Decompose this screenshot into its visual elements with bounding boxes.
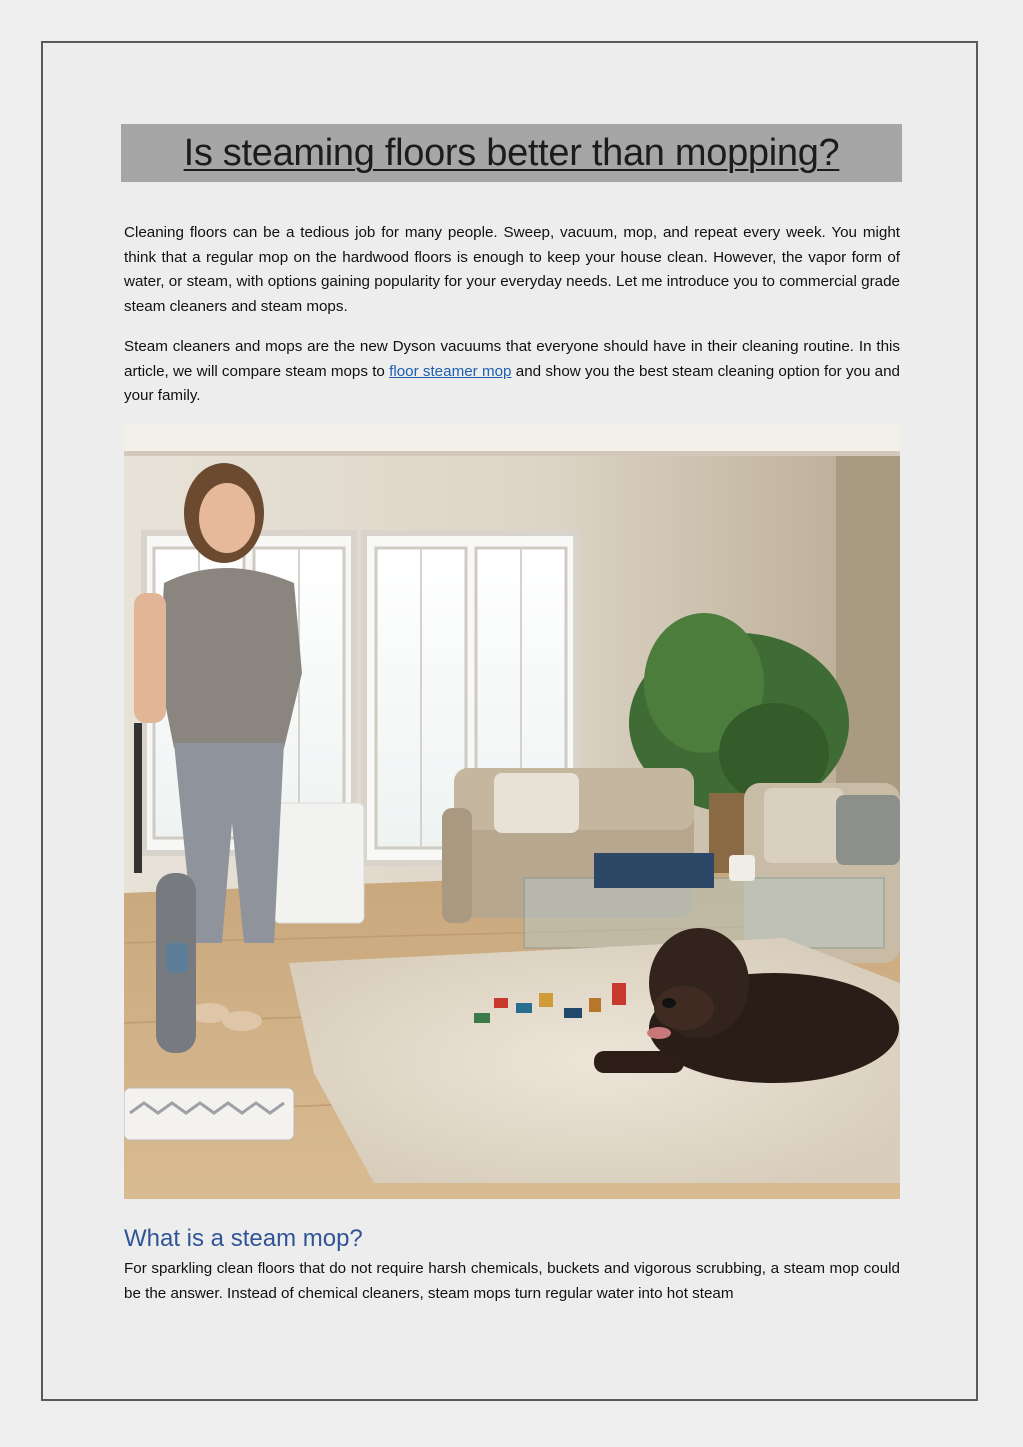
title-banner <box>121 124 902 182</box>
intro-paragraph: Cleaning floors can be a tedious job for many people. Sweep, vacuum, mop, and repeat every week. You might think that a regular mop on the hardwood floors is enough to keep your house clean. However, the vapor form of water, or steam, with options gaining popularity for your everyday needs. Let me introduce you to commercial grade steam cleaners and steam mops. <box>124 224 900 315</box>
floor-steamer-mop-link[interactable]: floor steamer mop <box>389 362 512 380</box>
steam-mop-paragraph: For sparkling clean floors that do not require harsh chemicals, buckets and vigorous scrubbing, a steam mop could be the answer. Instead of chemical cleaners, steam mops turn regular water into hot steam <box>124 1260 900 1302</box>
section-heading: What is a steam mop? <box>124 1225 363 1252</box>
paragraph-text-before-link: Steam cleaners and mops are the new Dyson vacuums that everyone should have in their cleaning routine. In this article, we will compare steam mops to <box>124 338 900 380</box>
page-title: Is steaming floors better than mopping? <box>183 132 840 174</box>
paragraph-text-after-link: and show you the best steam cleaning option for you and your family. <box>124 362 900 404</box>
comparison-paragraph <box>124 335 900 409</box>
hero-photo-living-room-steam-mop <box>124 423 900 1199</box>
